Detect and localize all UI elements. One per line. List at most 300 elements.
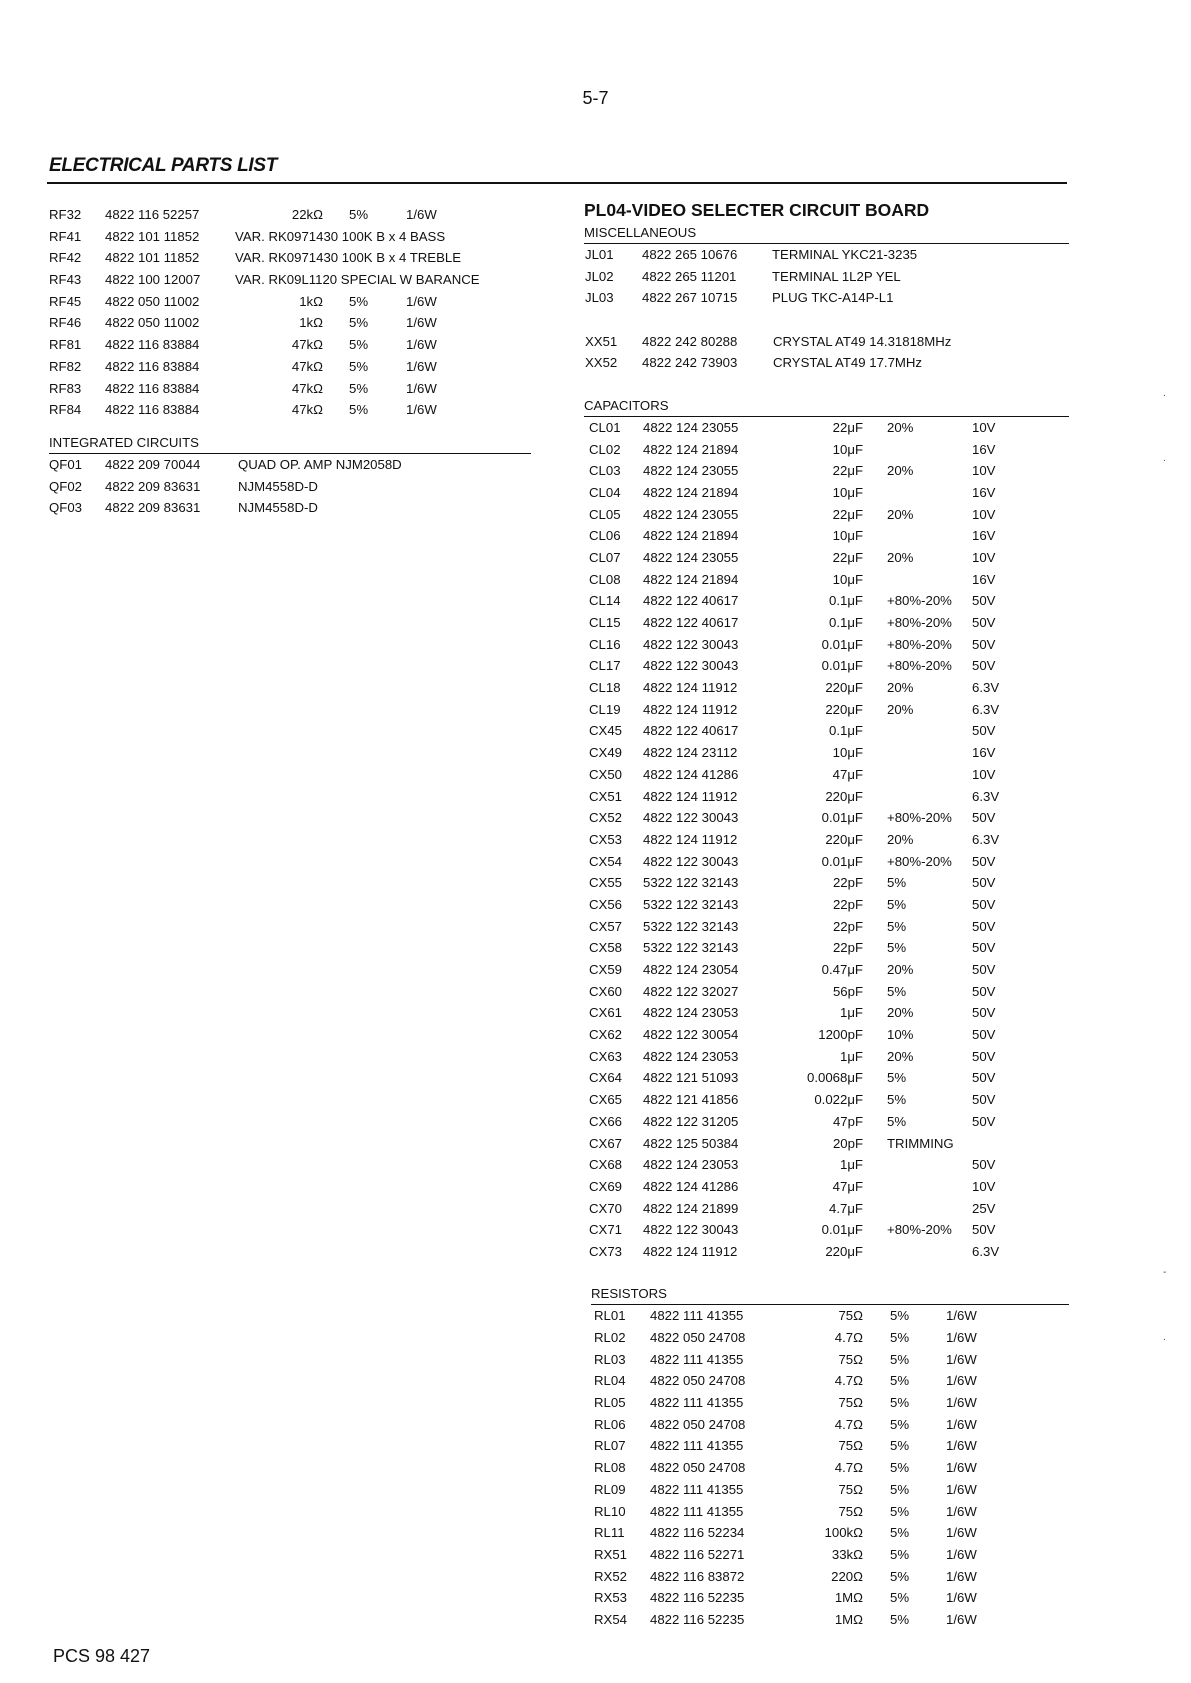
part-number: 4822 125 50384: [643, 1135, 739, 1151]
value: 1MΩ: [834, 1611, 863, 1627]
capacitor-list: [584, 417, 1069, 1263]
rating: 50V: [972, 940, 996, 956]
part-number: 4822 116 52235: [650, 1590, 745, 1606]
parts-row: [49, 356, 531, 378]
parts-row: [584, 1241, 1069, 1263]
part-number: 4822 122 40617: [643, 593, 739, 609]
value: 75Ω: [838, 1438, 863, 1454]
ref-designator: RL04: [594, 1373, 626, 1389]
rating: 16V: [972, 484, 996, 500]
rating: 1/6W: [946, 1481, 977, 1497]
rating: 1/6W: [946, 1373, 977, 1389]
rating: 6.3V: [972, 831, 1000, 847]
value: 22μF: [832, 506, 863, 522]
value: 75Ω: [838, 1395, 863, 1411]
part-number: 4822 124 23055: [643, 549, 739, 565]
tolerance: 5%: [887, 940, 907, 956]
parts-row: [584, 244, 1069, 266]
parts-row: [584, 352, 1069, 374]
part-number: 4822 111 41355: [650, 1481, 744, 1497]
rating: 1/6W: [946, 1546, 977, 1562]
value: 75Ω: [838, 1308, 863, 1324]
ic-section-header: INTEGRATED CIRCUITS: [49, 433, 531, 454]
rating: 50V: [972, 853, 996, 869]
rating: 6.3V: [972, 788, 1000, 804]
ref-designator: CX52: [589, 810, 622, 826]
ref-designator: CX51: [589, 788, 622, 804]
rating: 1/6W: [406, 337, 437, 353]
ref-designator: CX45: [589, 723, 622, 739]
part-number: 4822 050 24708: [650, 1416, 746, 1432]
value: 22μF: [832, 419, 863, 435]
value: 220μF: [825, 701, 863, 717]
rating: 6.3V: [972, 701, 1000, 717]
ref-designator: CL01: [589, 419, 621, 435]
rating: 1/6W: [406, 380, 437, 396]
rating: 1/6W: [946, 1416, 977, 1432]
document-code: PCS 98 427: [53, 1646, 151, 1666]
tolerance: +80%-20%: [887, 593, 952, 609]
ref-designator: CL05: [589, 506, 621, 522]
value: 22kΩ: [291, 207, 323, 222]
ref-designator: RF83: [49, 380, 82, 396]
part-number: 4822 121 41856: [643, 1092, 739, 1108]
rating: 10V: [972, 549, 996, 565]
ref-designator: CL07: [589, 549, 621, 565]
part-number: 4822 111 41355: [650, 1308, 744, 1324]
parts-row: [49, 476, 531, 498]
value: 1μF: [840, 1157, 863, 1173]
value: 1μF: [840, 1048, 863, 1064]
tolerance: 5%: [349, 293, 369, 309]
parts-row: [584, 482, 1069, 504]
tolerance: 5%: [887, 1092, 907, 1108]
tolerance: +80%-20%: [887, 853, 952, 869]
parts-row: [584, 699, 1069, 721]
parts-row: [584, 439, 1069, 461]
part-number: 4822 050 11002: [105, 315, 200, 331]
rating: 50V: [972, 962, 996, 977]
value: 0.01μF: [821, 1222, 863, 1238]
part-number: 4822 111 41355: [650, 1351, 744, 1367]
parts-row: [584, 1501, 1069, 1523]
value: 220Ω: [831, 1568, 863, 1584]
parts-row: [584, 1566, 1069, 1588]
rating: 1/6W: [406, 207, 437, 222]
tolerance: 20%: [887, 831, 914, 847]
tolerance: 20%: [887, 1005, 914, 1021]
ref-designator: CX57: [589, 918, 622, 934]
part-number: 4822 050 24708: [650, 1330, 746, 1345]
ref-designator: CL08: [589, 571, 621, 587]
ref-designator: CX60: [589, 983, 622, 999]
parts-row: [584, 460, 1069, 482]
rating: 50V: [972, 1222, 996, 1238]
ref-designator: CX64: [589, 1070, 622, 1086]
parts-row: [584, 1002, 1069, 1024]
rating: 50V: [972, 918, 996, 934]
ref-designator: XX52: [585, 355, 618, 371]
ref-designator: RL10: [594, 1503, 626, 1519]
rating: 50V: [972, 658, 996, 674]
rating: 50V: [972, 896, 996, 912]
part-number: 4822 116 83884: [105, 380, 200, 396]
parts-row: [584, 1067, 1069, 1089]
part-number: 4822 116 52271: [650, 1546, 745, 1562]
ref-designator: RF42: [49, 250, 82, 266]
ref-designator: RL06: [594, 1416, 626, 1432]
value: 100kΩ: [824, 1525, 863, 1541]
rating: 16V: [972, 441, 996, 457]
tolerance: 20%: [887, 701, 914, 717]
ref-designator: RF32: [49, 207, 82, 222]
part-number: 4822 050 24708: [650, 1373, 746, 1389]
rating: 1/6W: [946, 1590, 977, 1606]
part-number: 4822 111 41355: [650, 1395, 744, 1411]
part-number: 4822 209 83631: [105, 478, 201, 494]
parts-row: [49, 399, 531, 421]
parts-row: [584, 331, 1069, 353]
parts-row: [584, 1327, 1069, 1349]
value: 33kΩ: [831, 1546, 863, 1562]
rating: 1/6W: [946, 1460, 977, 1476]
parts-row: [584, 1544, 1069, 1566]
tolerance: 5%: [890, 1308, 910, 1324]
tolerance: 5%: [890, 1546, 910, 1562]
ref-designator: CX55: [589, 875, 622, 891]
rating: 50V: [972, 1005, 996, 1021]
part-number: 4822 124 23054: [643, 962, 739, 977]
description: VAR. RK0971430 100K B x 4 TREBLE: [235, 250, 462, 266]
value: 4.7Ω: [834, 1373, 863, 1389]
value: 47kΩ: [291, 337, 323, 353]
parts-row: [49, 204, 531, 226]
tolerance: +80%-20%: [887, 658, 952, 674]
value: 0.022μF: [814, 1092, 863, 1108]
part-number: 4822 124 11912: [643, 831, 738, 847]
part-number: 4822 267 10715: [642, 290, 738, 306]
parts-row: [584, 1111, 1069, 1133]
value: 10μF: [832, 441, 863, 457]
parts-row: [584, 1046, 1069, 1068]
parts-row: [584, 612, 1069, 634]
part-number: 4822 209 70044: [105, 456, 201, 472]
parts-row: [584, 1176, 1069, 1198]
description: VAR. RK09L1120 SPECIAL W BARANCE: [235, 272, 480, 288]
value: 75Ω: [838, 1503, 863, 1519]
rating: 50V: [972, 723, 996, 739]
parts-row: [584, 1435, 1069, 1457]
ref-designator: CX70: [589, 1200, 622, 1216]
value: 10μF: [832, 571, 863, 587]
value: 10μF: [832, 745, 863, 761]
description: TERMINAL YKC21-3235: [772, 247, 918, 262]
ref-designator: RL08: [594, 1460, 626, 1476]
value: 75Ω: [838, 1351, 863, 1367]
value: 0.0068μF: [807, 1070, 863, 1086]
tolerance: 5%: [890, 1438, 910, 1454]
parts-row: [584, 959, 1069, 981]
part-number: 4822 122 30043: [643, 636, 739, 652]
ref-designator: JL01: [585, 247, 614, 262]
parts-row: [584, 851, 1069, 873]
rating: 50V: [972, 983, 996, 999]
value: 220μF: [825, 831, 863, 847]
ref-designator: CX69: [589, 1178, 622, 1194]
ref-designator: CX66: [589, 1113, 622, 1129]
parts-row: [584, 1414, 1069, 1436]
ref-designator: CX68: [589, 1157, 622, 1173]
ref-designator: RL07: [594, 1438, 626, 1454]
rating: 16V: [972, 745, 996, 761]
rating: 50V: [972, 1048, 996, 1064]
value: 1200pF: [818, 1027, 863, 1043]
part-number: 4822 124 41286: [643, 1178, 739, 1194]
tolerance: 20%: [887, 1048, 914, 1064]
ref-designator: CL04: [589, 484, 621, 500]
tolerance: 5%: [890, 1525, 910, 1541]
ref-designator: CL16: [589, 636, 621, 652]
resistor-list: [584, 1305, 1069, 1630]
ref-designator: RL03: [594, 1351, 626, 1367]
parts-row: [584, 1089, 1069, 1111]
ref-designator: JL02: [585, 268, 614, 284]
tolerance: 5%: [887, 896, 907, 912]
ref-designator: RF41: [49, 228, 82, 244]
parts-row: [584, 1024, 1069, 1046]
parts-row: [584, 547, 1069, 569]
ref-designator: CX50: [589, 766, 622, 782]
rating: 50V: [972, 810, 996, 826]
ref-designator: RX52: [594, 1568, 627, 1584]
part-number: 4822 124 21899: [643, 1200, 739, 1216]
tolerance: 5%: [349, 402, 369, 418]
part-number: 4822 111 41355: [650, 1503, 744, 1519]
part-number: 4822 101 11852: [105, 250, 200, 266]
part-number: 4822 122 30043: [643, 1222, 739, 1238]
value: 220μF: [825, 788, 863, 804]
misc-section-header: MISCELLANEOUS: [584, 223, 1069, 244]
value: 10μF: [832, 484, 863, 500]
ref-designator: CL19: [589, 701, 621, 717]
ref-designator: RL02: [594, 1330, 626, 1345]
parts-row: [49, 378, 531, 400]
parts-row: [584, 1349, 1069, 1371]
tolerance: 20%: [887, 680, 914, 696]
part-number: 4822 124 11912: [643, 680, 738, 696]
tolerance: TRIMMING: [887, 1135, 954, 1151]
parts-row: [49, 497, 531, 519]
ref-designator: RF82: [49, 358, 82, 374]
tolerance: 20%: [887, 962, 914, 977]
ref-designator: CL02: [589, 441, 621, 457]
parts-row: [584, 1479, 1069, 1501]
parts-row: [584, 764, 1069, 786]
tolerance: 5%: [349, 380, 369, 396]
value: 1μF: [840, 1005, 863, 1021]
part-number: 4822 116 83884: [105, 337, 200, 353]
part-number: 4822 124 21894: [643, 528, 739, 544]
part-number: 5322 122 32143: [643, 875, 739, 891]
tolerance: 5%: [890, 1460, 910, 1476]
rating: 16V: [972, 528, 996, 544]
part-number: 4822 124 11912: [643, 1243, 738, 1259]
value: 4.7Ω: [834, 1460, 863, 1476]
tolerance: 5%: [349, 358, 369, 374]
tolerance: 5%: [890, 1373, 910, 1389]
tolerance: 5%: [890, 1568, 910, 1584]
parts-row: [584, 1154, 1069, 1176]
parts-row: [584, 786, 1069, 808]
part-number: 4822 265 10676: [642, 247, 738, 262]
rating: 50V: [972, 1070, 996, 1086]
parts-row: [49, 454, 531, 476]
part-number: 4822 265 11201: [642, 268, 737, 284]
value: 0.01μF: [821, 658, 863, 674]
parts-row: [584, 829, 1069, 851]
ref-designator: QF01: [49, 456, 82, 472]
part-number: 4822 124 23053: [643, 1048, 739, 1064]
rating: 1/6W: [946, 1525, 977, 1541]
value: 0.01μF: [821, 636, 863, 652]
description: NJM4558D-D: [238, 500, 318, 516]
part-number: 4822 124 21894: [643, 441, 739, 457]
parts-row: [584, 1133, 1069, 1155]
ref-designator: CX53: [589, 831, 622, 847]
left-column: [49, 204, 531, 519]
part-number: 4822 111 41355: [650, 1438, 744, 1454]
part-number: 4822 116 83884: [105, 358, 200, 374]
tolerance: 5%: [890, 1395, 910, 1411]
ref-designator: RX53: [594, 1590, 627, 1606]
part-number: 4822 122 30043: [643, 810, 739, 826]
part-number: 4822 116 52234: [650, 1525, 745, 1541]
value: 0.01μF: [821, 810, 863, 826]
value: 0.1μF: [829, 615, 863, 630]
tolerance: 5%: [349, 337, 369, 353]
parts-row: [584, 807, 1069, 829]
tolerance: 5%: [890, 1590, 910, 1606]
tolerance: 5%: [890, 1611, 910, 1627]
ref-designator: RF81: [49, 337, 82, 353]
parts-row: [584, 1198, 1069, 1220]
value: 0.1μF: [829, 723, 863, 739]
part-number: 4822 124 23055: [643, 419, 739, 435]
ref-designator: CX73: [589, 1243, 622, 1259]
tolerance: +80%-20%: [887, 1222, 952, 1238]
value: 4.7Ω: [834, 1330, 863, 1345]
parts-row: [584, 677, 1069, 699]
parts-row: [584, 937, 1069, 959]
right-column: [584, 197, 1069, 1631]
ref-designator: CX58: [589, 940, 622, 956]
rating: 1/6W: [946, 1395, 977, 1411]
part-number: 4822 122 32027: [643, 983, 739, 999]
rating: 1/6W: [946, 1568, 977, 1584]
ref-designator: CX59: [589, 962, 622, 977]
parts-row: [584, 1370, 1069, 1392]
value: 20pF: [832, 1135, 863, 1151]
ref-designator: JL03: [585, 290, 614, 306]
part-number: 4822 121 51093: [643, 1070, 739, 1086]
tolerance: +80%-20%: [887, 636, 952, 652]
tolerance: 5%: [349, 315, 369, 331]
ref-designator: CL06: [589, 528, 621, 544]
value: 47kΩ: [291, 358, 323, 374]
rating: 6.3V: [972, 1243, 1000, 1259]
parts-row: [49, 312, 531, 334]
rating: 1/6W: [406, 293, 437, 309]
parts-row: [584, 894, 1069, 916]
part-number: 4822 050 11002: [105, 293, 200, 309]
rating: 50V: [972, 615, 996, 630]
ref-designator: RF45: [49, 293, 82, 309]
tolerance: 10%: [887, 1027, 914, 1043]
parts-row: [584, 417, 1069, 439]
value: 22μF: [832, 549, 863, 565]
part-number: 4822 242 80288: [642, 333, 738, 349]
tolerance: 5%: [887, 918, 907, 934]
parts-row: [584, 634, 1069, 656]
part-number: 4822 122 30054: [643, 1027, 739, 1043]
parts-row: [584, 981, 1069, 1003]
title-rule: [47, 182, 1067, 184]
rating: 50V: [972, 636, 996, 652]
ref-designator: CL18: [589, 680, 621, 696]
tolerance: 5%: [890, 1416, 910, 1432]
value: 1kΩ: [299, 293, 323, 309]
value: 47kΩ: [291, 402, 323, 418]
rating: 50V: [972, 875, 996, 891]
parts-row: [584, 590, 1069, 612]
rating: 50V: [972, 1027, 996, 1043]
ref-designator: RL05: [594, 1395, 626, 1411]
description: CRYSTAL AT49 17.7MHz: [773, 355, 923, 371]
tolerance: 5%: [887, 875, 907, 891]
ref-designator: QF03: [49, 500, 82, 516]
rating: 25V: [972, 1200, 996, 1216]
part-number: 4822 124 23055: [643, 463, 739, 479]
ref-designator: RX51: [594, 1546, 627, 1562]
rating: 10V: [972, 419, 996, 435]
value: 22pF: [832, 940, 863, 956]
tolerance: 20%: [887, 419, 914, 435]
ref-designator: CX49: [589, 745, 622, 761]
part-number: 4822 124 23112: [643, 745, 738, 761]
rating: 10V: [972, 766, 996, 782]
ref-designator: CX71: [589, 1222, 622, 1238]
parts-row: [49, 291, 531, 313]
ref-designator: RF46: [49, 315, 82, 331]
part-number: 4822 242 73903: [642, 355, 738, 371]
rating: 50V: [972, 1157, 996, 1173]
parts-row: [49, 334, 531, 356]
part-number: 4822 124 23053: [643, 1157, 739, 1173]
tolerance: 5%: [890, 1481, 910, 1497]
tolerance: 5%: [890, 1503, 910, 1519]
part-number: 4822 122 30043: [643, 658, 739, 674]
rating: 1/6W: [946, 1611, 977, 1627]
part-number: 4822 122 40617: [643, 723, 739, 739]
rating: 50V: [972, 1113, 996, 1129]
value: 47kΩ: [291, 380, 323, 396]
value: 0.47μF: [821, 962, 863, 977]
parts-row: [584, 1587, 1069, 1609]
ref-designator: CX61: [589, 1005, 622, 1021]
part-number: 5322 122 32143: [643, 918, 739, 934]
ref-designator: CL14: [589, 593, 621, 609]
rating: 10V: [972, 1178, 996, 1194]
